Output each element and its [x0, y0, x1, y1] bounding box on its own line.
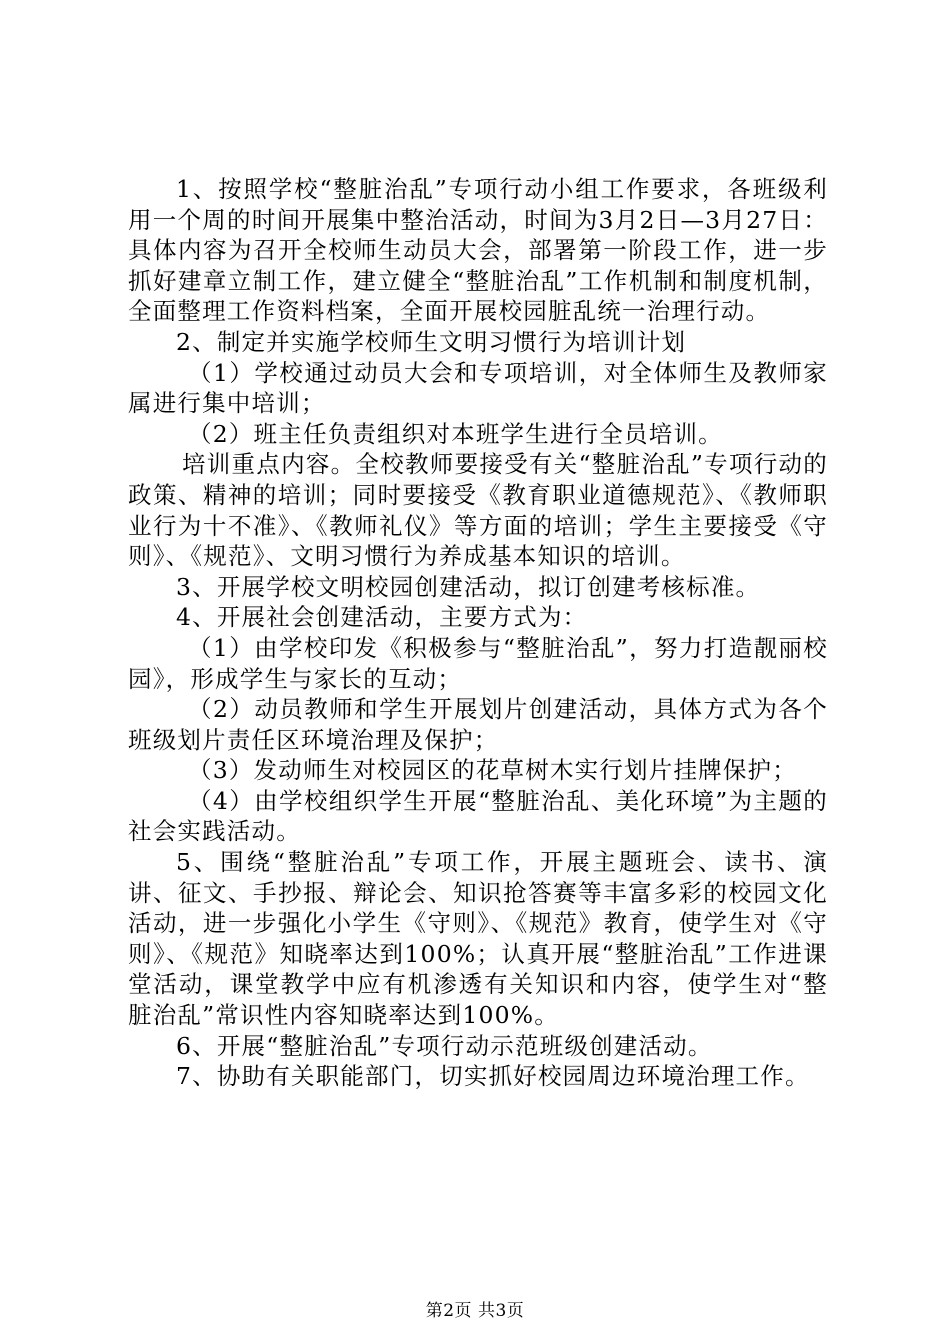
- paragraph-12: 5、围绕“整脏治乱”专项工作，开展主题班会、读书、演讲、征文、手抄报、辩论会、知识抢答赛等丰富多彩的校园文化活动，进一步强化小学生《守则》、《规范》教育，使学生对《守则》、《规范》知晓率达到100%；认真开展“整脏治乱”工作进课堂活动，课堂教学中应有机渗透有关知识和内容，使学生对“整脏治乱”常识性内容知晓率达到100%。: [128, 848, 828, 1030]
- paragraph-2: 2、制定并实施学校师生文明习惯行为培训计划: [176, 327, 687, 356]
- paragraph-7: 4、开展社会创建活动，主要方式为：: [176, 603, 588, 632]
- document-body: [128, 174, 828, 1092]
- paragraph-13: 6、开展“整脏治乱”专项行动示范班级创建活动。: [176, 1031, 713, 1060]
- paragraph-3: （1）学校通过动员大会和专项培训，对全体师生及教师家属进行集中培训；: [128, 358, 828, 418]
- paragraph-1: 1、按照学校“整脏治乱”专项行动小组工作要求，各班级利用一个周的时间开展集中整治活动，时间为3月2日—3月27日：具体内容为召开全校师生动员大会，部署第一阶段工作，进一步抓好建章立制工作，建立健全“整脏治乱”工作机制和制度机制，全面整理工作资料档案，全面开展校园脏乱统一治理行动。: [128, 175, 828, 326]
- paragraph-5: 培训重点内容。全校教师要接受有关“整脏治乱”专项行动的政策、精神的培训；同时要接受《教育职业道德规范》、《教师职业行为十不准》、《教师礼仪》等方面的培训；学生主要接受《守则》、《规范》、文明习惯行为养成基本知识的培训。: [128, 450, 828, 571]
- paragraph-4: （2）班主任负责组织对本班学生进行全员培训。: [188, 419, 723, 448]
- paragraph-14: 7、协助有关职能部门，切实抓好校园周边环境治理工作。: [176, 1062, 810, 1091]
- paragraph-8: （1）由学校印发《积极参与“整脏治乱”，努力打造靓丽校园》，形成学生与家长的互动；: [128, 633, 828, 693]
- paragraph-6: 3、开展学校文明校园创建活动，拟订创建考核标准。: [176, 572, 761, 601]
- paragraph-9: （2）动员教师和学生开展划片创建活动，具体方式为各个班级划片责任区环境治理及保护；: [128, 695, 828, 754]
- paragraph-11: （4）由学校组织学生开展“整脏治乱、美化环境”为主题的社会实践活动。: [128, 786, 828, 846]
- page-number-footer: 第2页 共3页: [425, 1301, 525, 1321]
- paragraph-10: （3）发动师生对校园区的花草树木实行划片挂牌保护；: [188, 756, 797, 785]
